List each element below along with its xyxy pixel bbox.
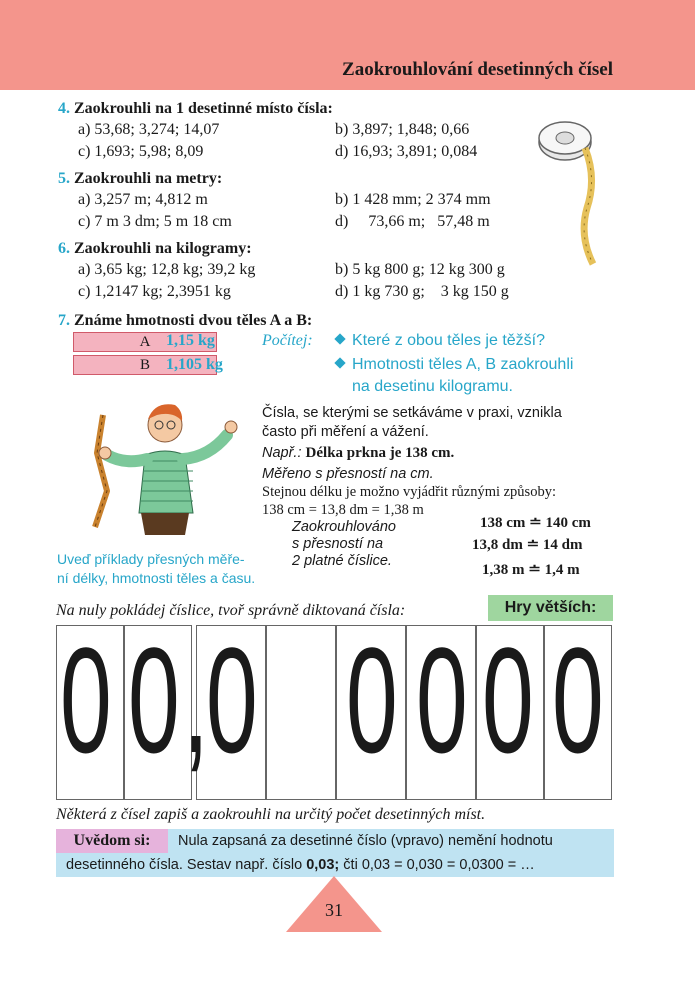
ex4-d: d) 16,93; 3,891; 0,084 [335, 143, 478, 160]
paragraph-line-2: často při měření a vážení. [262, 424, 429, 440]
exercise-4-heading [58, 98, 333, 120]
boy-measuring-illustration [85, 395, 250, 550]
zaok-line-3: 2 platné číslice. [292, 553, 392, 569]
ex4-c: c) 1,693; 5,98; 8,09 [78, 143, 204, 160]
exercise-5-heading [58, 168, 222, 190]
page-title: Zaokrouhlování desetinných čísel [342, 59, 613, 80]
zaok-line-1: Zaokrouhlováno [292, 519, 396, 535]
exercise-6-heading [58, 238, 252, 260]
digit: 0 [482, 616, 534, 784]
hry-vetsich-badge: Hry větších: [488, 595, 613, 621]
diamond-bullet-icon [334, 357, 345, 368]
digit: 0 [60, 616, 112, 784]
question-1: Které z obou těles je těžší? [336, 330, 545, 352]
digit-cell [266, 625, 336, 800]
body-a-label: A [73, 332, 217, 352]
ex5-c: c) 7 m 3 dm; 5 m 18 cm [78, 213, 232, 230]
uvedom-line-1: Nula zapsaná za desetinné číslo (vpravo) nemění hodnotu [178, 833, 553, 849]
ex6-b: b) 5 kg 800 g; 12 kg 300 g [335, 261, 505, 278]
caption-line-1: Uveď příklady přesných měře- [57, 551, 245, 567]
diamond-bullet-icon [334, 333, 345, 344]
body-a-mass: 1,15 kg [166, 332, 215, 349]
rounding-result-2: 13,8 dm ≐ 14 dm [472, 537, 583, 553]
ex4-b: b) 3,897; 1,848; 0,66 [335, 121, 470, 138]
caption-line-2: ní délky, hmotnosti těles a času. [57, 570, 256, 586]
question-2-cont: na desetinu kilogramu. [352, 378, 513, 395]
ex6-a: a) 3,65 kg; 12,8 kg; 39,2 kg [78, 261, 256, 278]
exercise-7-heading [58, 310, 312, 332]
exercise-number: 5. [58, 170, 70, 187]
page-number: 31 [325, 900, 343, 920]
stejnou-line: Stejnou délku je možno vyjádřit různými způsoby: [262, 484, 556, 500]
exercise-number: 6. [58, 240, 70, 257]
uvedom-line-2: desetinného čísla. Sestav např. číslo 0,03; čti 0,03 = 0,030 = 0,0300 = … [66, 857, 535, 873]
mereno-line: Měřeno s přesností na cm. [262, 466, 434, 482]
tape-measure-illustration [535, 118, 615, 268]
rounding-result-3: 1,38 m ≐ 1,4 m [482, 562, 580, 578]
exercise-title: Zaokrouhli na kilogramy: [74, 240, 252, 257]
zaok-line-2: s přesností na [292, 536, 384, 552]
exercise-title: Známe hmotnosti dvou těles A a B: [74, 312, 313, 329]
uvedom-label: Uvědom si: [56, 829, 168, 853]
ex4-a: a) 53,68; 3,274; 14,07 [78, 121, 220, 138]
digit: 0 [552, 616, 604, 784]
exercise-number: 4. [58, 100, 70, 117]
digit: 0 [128, 616, 180, 784]
ex5-d: d) 73,66 m; 57,48 m [335, 213, 490, 230]
ex6-d: d) 1 kg 730 g; 3 kg 150 g [335, 283, 509, 300]
ex6-c: c) 1,2147 kg; 2,3951 kg [78, 283, 231, 300]
example-line: Např.: Délka prkna je 138 cm. [262, 445, 455, 461]
ex5-b: b) 1 428 mm; 2 374 mm [335, 191, 491, 208]
paragraph-line-1: Čísla, se kterými se setkáváme v praxi, vznikla [262, 405, 562, 421]
decimal-comma: , [183, 616, 209, 784]
digit: 0 [346, 616, 398, 784]
digit: 0 [206, 616, 258, 784]
body-b-label: B [73, 355, 217, 375]
question-2: Hmotnosti těles A, B zaokrouhli [336, 354, 573, 376]
exercise-title: Zaokrouhli na 1 desetinné místo čísla: [74, 100, 333, 117]
equation-line: 138 cm = 13,8 dm = 1,38 m [262, 502, 424, 518]
exercise-title: Zaokrouhli na metry: [74, 170, 223, 187]
exercise-number: 7. [58, 312, 70, 329]
ex5-a: a) 3,257 m; 4,812 m [78, 191, 208, 208]
digit: 0 [416, 616, 468, 784]
game-instruction: Na nuly pokládej číslice, tvoř správně diktovaná čísla: [56, 602, 406, 619]
body-b-mass: 1,105 kg [166, 356, 223, 373]
rounding-result-1: 138 cm ≐ 140 cm [480, 515, 591, 531]
pocitej-label: Počítej: [262, 332, 313, 349]
game-note: Některá z čísel zapiš a zaokrouhli na určitý počet desetinných míst. [56, 806, 486, 823]
